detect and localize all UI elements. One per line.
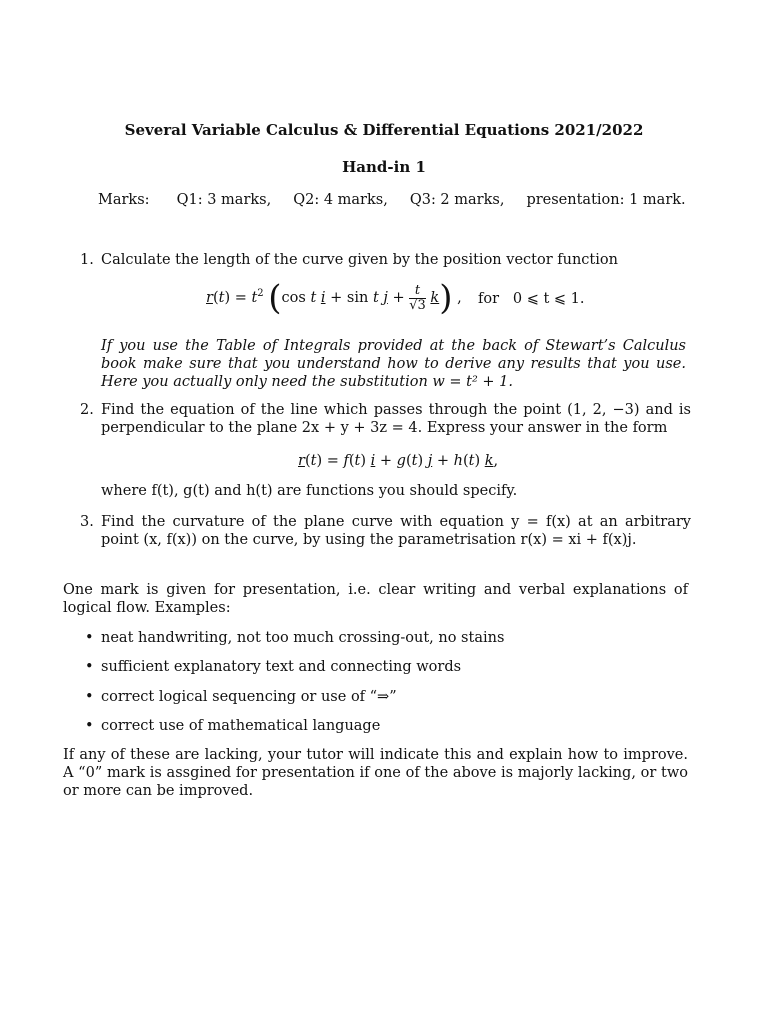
marks-line — [98, 192, 686, 208]
question-text: Find the curvature of the plane curve with equation y = f(x) at an arbitrary point (x, f(x)) on the curve, by using the parametrisation r(x) = xi + f(x)j. — [101, 514, 691, 548]
presentation-closing: If any of these are lacking, your tutor will indicate this and explain how to improve. A “0” mark is assgined for presentation if one of the above is majorly lacking, or two or more can be improved. — [63, 747, 688, 799]
bullet-icon: • — [85, 630, 94, 646]
page-subtitle: Hand-in 1 — [342, 158, 426, 176]
marks-presentation: presentation: 1 mark. — [526, 192, 686, 208]
bullet-icon: • — [85, 718, 94, 734]
marks-q1: Q1: 3 marks, — [176, 192, 272, 208]
question-1-note: If you use the Table of Integrals provided at the back of Stewart’s Calculus book make sure that you understand how to derive any results that you use. Here you actually only need the substitution w = t² + 1. — [101, 338, 686, 390]
question-text: Find the equation of the line which passes through the point (1, 2, −3) and is perpendicular to the plane 2x + y + 3z = 4. Express your answer in the form — [101, 402, 691, 436]
question-number: 1. — [80, 252, 94, 268]
bullet-icon: • — [85, 689, 94, 705]
presentation-intro: One mark is given for presentation, i.e. clear writing and verbal explanations of logical flow. Examples: — [63, 582, 688, 616]
question-number: 2. — [80, 402, 94, 418]
question-2-after: where f(t), g(t) and h(t) are functions you should specify. — [101, 483, 518, 499]
question-number: 3. — [80, 514, 94, 530]
page-title: Several Variable Calculus & Differential Equations 2021/2022 — [124, 121, 644, 139]
bullet-icon: • — [85, 659, 94, 675]
marks-q3: Q3: 2 marks, — [409, 192, 505, 208]
line-equation-form: r(t) = f(t) i + g(t) j + h(t) k, — [298, 453, 499, 469]
equation-range: for 0 ⩽ t ⩽ 1. — [478, 291, 585, 307]
marks-label: Marks: — [98, 192, 150, 208]
question-text: Calculate the length of the curve given by the position vector function — [101, 252, 618, 268]
marks-q2: Q2: 4 marks, — [293, 192, 388, 208]
position-vector-equation: $r(t) = t^2$ (cos t i + sin t j + $\frac{t}{√3}$ k) , — [206, 278, 462, 318]
